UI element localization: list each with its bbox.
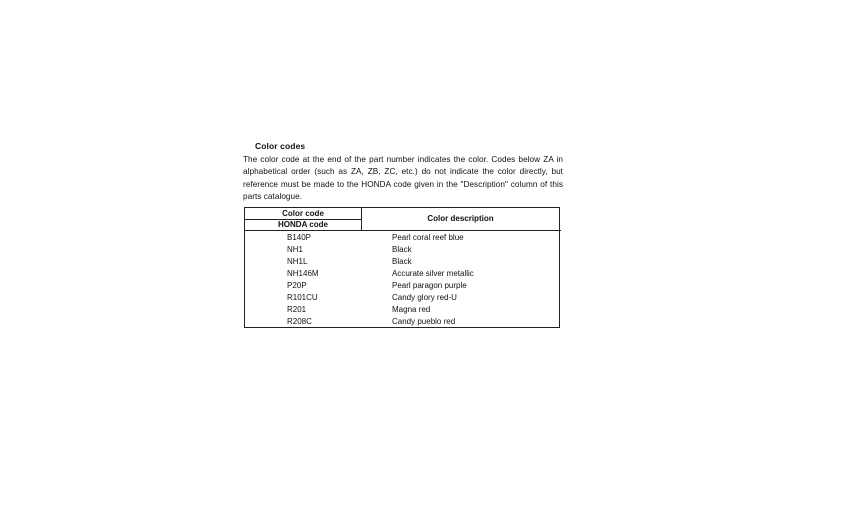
table-row [245, 268, 559, 280]
section-heading: Color codes [255, 141, 306, 151]
table-row [245, 316, 559, 328]
color-description-cell: Accurate silver metallic [392, 269, 474, 278]
table-row [245, 280, 559, 292]
honda-code-cell: NH1L [287, 257, 308, 266]
color-description-cell: Candy pueblo red [392, 317, 456, 326]
color-description-cell: Pearl coral reef blue [392, 233, 464, 242]
color-description-cell: Magna red [392, 305, 431, 314]
color-codes-section [243, 141, 563, 203]
header-bottom-rule [245, 230, 561, 231]
color-code-table [244, 207, 560, 328]
honda-code-cell: P20P [287, 281, 307, 290]
table-row [245, 244, 559, 256]
honda-code-cell: NH146M [287, 269, 319, 278]
color-description-cell: Pearl paragon purple [392, 281, 467, 290]
table-row [245, 292, 559, 304]
honda-code-cell: R201 [287, 305, 307, 314]
color-description-cell: Black [392, 257, 412, 266]
honda-code-cell: R208C [287, 317, 312, 326]
color-description-cell: Candy glory red-U [392, 293, 457, 302]
table-row [245, 304, 559, 316]
honda-code-cell: R101CU [287, 293, 318, 302]
header-color-description: Color description [427, 214, 494, 223]
section-paragraph: The color code at the end of the part number indicates the color. Codes below ZA in alphabetical order (such as ZA, ZB, ZC, etc.) do not indicate the color directly, but reference must be made to the HONDA code given in the "Description" column of this parts catalogue. [243, 155, 563, 201]
table-row [245, 232, 559, 244]
color-description-cell: Black [392, 245, 412, 254]
table-body [245, 232, 559, 328]
table-row [245, 256, 559, 268]
header-color-code: Color code [282, 209, 324, 218]
header-honda-code: HONDA code [278, 220, 328, 229]
honda-code-cell: NH1 [287, 245, 304, 254]
honda-code-cell: B140P [287, 233, 312, 242]
